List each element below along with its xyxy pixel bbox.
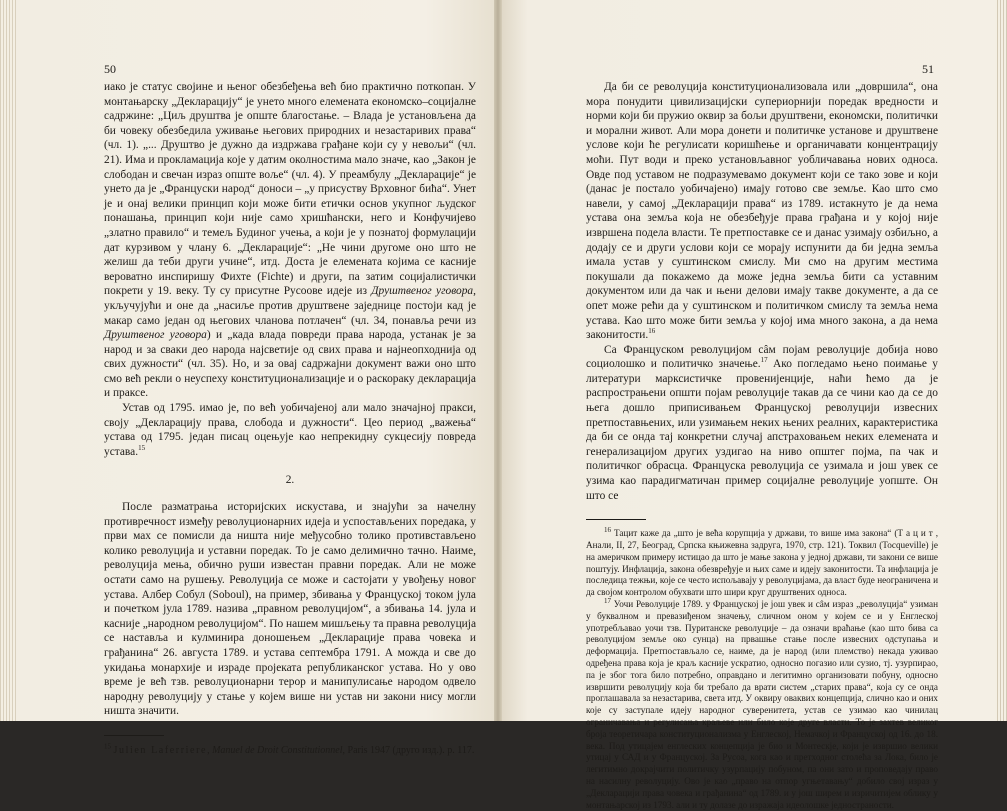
footnote-number: 16 [604, 526, 611, 535]
footnote-ref[interactable]: 17 [760, 356, 768, 365]
footnote-number: 15 [104, 742, 111, 751]
section-number: 2. [285, 474, 295, 487]
footnote-16: $^{16}$ Тацит каже да „што је већа корупција у држави, то више има закона“ (Т а ц и т , Анали, II, 27, Београд, Српска књижевна задруга, 1970, стр. 121). Токвил (Tocqueville) је на америчком примеру истицао да што је мање закона у једној држави, ти закони се више поштују. Инфлација, закона обезвређује и њих саме и идеју законитости. Та инфлација је последица тежњи, које се често испољавају у револуцијама, да власт буде неограничена и да својом контролом обухвати што шири круг друштвених односа. [586, 526, 939, 598]
paragraph: Да би се револуција конституционализовала или „довршила“, она мора понудити цивилизацијски супериорнији поредак вредности и норми који би пружио оквир за бољи друштвени, економски, политички и морални живот. Али мора донети и политичке установе и друштвене услове који ће регулисати коришћење и органичавати концентрацију моћи. Пут води и преко установљавног уобличавања нових односа. Овде под уставом не подразумевамо документ који се тако зове и који (данас је постало уобичајено) имају готово све земље. Као што смо навели, у самој „Декларацији права“ из 1789. истакнуто је да нема устава она земља која не обезбеђује права грађана и у којој није извршена подела власти. Те претпоставке се и данас узимају озбиљно, а додају се и други услови који се морају испунити да би једна земља имала устав у суштинском смислу. Ми смо на другим местима покушали да покажемо да може једна земља бити са уставним документом или да чак и њени делови имају такве документе, а да се опет може рећи да у суштинском и политичком смислу та земља нема устава. Као што може бити земља у којој има много закона, а да нема законитости.$^{16}$ [586, 81, 938, 342]
book-gutter [494, 0, 502, 721]
footnote-15: $^{15}$ Julien Laferriere, Manuel de Droit Constitutionnel, Paris 1947 (друго изд.). p. 117. [104, 742, 475, 756]
right-page-body [586, 80, 938, 811]
paragraph: иако је статус својине и њеног обезбеђења већ био практично поткопан. У монтањарску „Декларацију“ је унето много елемената економско–социјалне садржине: „Циљ друштва је опште благостање. – Влада је установљена да би човеку обезбедила уживање његових природних и незастаривих права“ (чл. 1). „... Друштво је дужно да издржава грађане који су у невољи“ (чл. 21). Има и прокламација које у датим околностима мало значе, као „Закон је слободан и свечан израз опште воље“ (чл. 4). У преамбулу „Декларације“ је унето да је „Француски народ“ доноси – „у присуству Врховног бића“. Унет је и онај велики принцип који може бити етички основ укупног људског понашања, принцип који није само хришћански, него и Конфучијево „златно правило“ и темељ Будиног учења, а који је у познатој формулацији дат курзивом у члану 6. „Декларације“: „Не чини другоме оно што не желиш да теби други учине“, итд. Доста је елемената којима се касније вероватно инспиришу Фихте (Fichte) и други, па затим социјалистички покрети у 19. веку. Ту су присутне Русоове идеје из Друштвеног уговора, укључујући и оне да „насиље против друштвене заједнице постоји кад је макар само један од његових чланова потлачен“ (чл. 34, понавља речи из Друштвеног уговора) и „када влада повреди права народа, устанак је за народ и за сваки део народа најсветије од свих права и најнеопходнија од свих дужности“ (чл. 35). Но, и за овај садржајни документ важи оно што смо већ рекли о неуспеху конституционализације и о раскораку декларација и праксе. [104, 81, 476, 400]
paragraph: Са Француском револуцијом сâм појам револуције добија ново социолошко и политичко значење.$^{17}$ Ако погледамо њено поимање у литератури марксистичке провенијенције, наћи ћемо да је распрострањени општи појам револуције такав да се чини као да се до њега дошло приписивањем Француској револуцији извесних претпоставњених, или узимањем неких њених реалних, карактеристика да би се онда тај конкретни случај апстраховањем неких елемената и генерализацијом других уздигао на ниво општег појма, па чак и политичког обрасца. Француска револуција се узимала и још увек се узима као парадигматичан пример социјалне револуције уопште. Он што се [586, 343, 938, 502]
footnote-17: $^{17}$ Уочи Револуције 1789. у Француској је још увек и сâм израз „револуција“ узиман у буквалном и превазиђеном значењу, сличном оном у којем се и у Енглеској употребљавао уочи тзв. Пуританске револуције – да означи враћање (као што бива са револуцијом земље око сунца) на првашње стање после извесних одступања и деформација. Претпостављало се, наиме, да је народ (или племство) некада уживао одређена права која је краљ касније ускратио, односно погазио или сузио, тј. узурпирао, па је због тога било потребно, оправдано и легитимно организовати побуну, односно извршити револуцију која би требало да врати систем „старих права“, која су се онда проглашавала за незастарива, света итд. У оквиру оваквих концепција, слично као и оних које су заступале идеју народног суверенитета, устав се узимао као чинилац ограничавања и регулисања краљеве или било које друге власти. То је захтев великог броја теоретичара конституционализма у Енглеској, Немачкој и Француској од 16. до 18. века. Под утицајем енглеских концепција је био и Монтескје, који је извршио велики утицај у САД и у Француској. За Русоа, кога као и претходног столећа за Лока, било је легитимно докрајчити политичку узурпацију побуном, па они зато и проповедају право на насилну револуцију. Ово је као „право на отпор угњетавању“ добило свој израз у „Декларацији права човека и грађанина“ од 1789. и у још ширем и изричитијем облику у монтањарској из 1793. али и ту долазе до изражаја идеолошке једностраности. [586, 596, 938, 810]
paragraph: Устав од 1795. имао је, по већ уобичајеној али мало значајној пракси, своју „Декларацију права, слобода и дужности“. Цео период „важења“ устава од 1795. један писац оцењује као непрекидну сукцесију повреда устава.$^{15}$ [104, 402, 476, 458]
page-stack-right [995, 0, 1007, 721]
paragraph: После разматрања историјских искустава, и знајући за начелну противречност између револуционарних идеја и успостављених поредака, у први мах се помисли да ништа није међусобно толико противстављено колико револуција и уставни поредак. То је само делимично тачно. Наиме, револуција мења, обично руши известан правни поредак. Али не може остати само на рушењу. Револуција се може и састојати у увођењу новог устава. Албер Собул (Soboul), на пример, збивања у Француској током јула и почетком јула 1789. назива „правном револуцијом“, а збивања 14. јула и касније „народном револуцијом“. По нашем мишљењу та правна револуција се наставља и кулминира доношењем „Декларације права човека и грађанина“ 26. августа 1789. и устава септембра 1791. А можда и све до укидања монархије и израде пројеката републиканског устава. Но у ово време је већ тзв. револуционарни терор и манипулисање народом одвело народну револуцију у стање у којем више ни устав ни закони нису могли ништа значити. [104, 501, 476, 718]
left-page-body [104, 80, 476, 757]
page-number-right: 51 [922, 62, 934, 76]
right-page [498, 0, 995, 810]
footnote-divider [586, 519, 646, 520]
footnote-ref[interactable]: 15 [138, 444, 146, 453]
footnote-divider [104, 735, 164, 736]
page-number-left: 50 [104, 62, 116, 76]
footnote-ref[interactable]: 16 [648, 327, 656, 336]
left-page [16, 0, 498, 756]
footnote-number: 17 [604, 596, 611, 605]
page-stack-left [0, 0, 16, 721]
